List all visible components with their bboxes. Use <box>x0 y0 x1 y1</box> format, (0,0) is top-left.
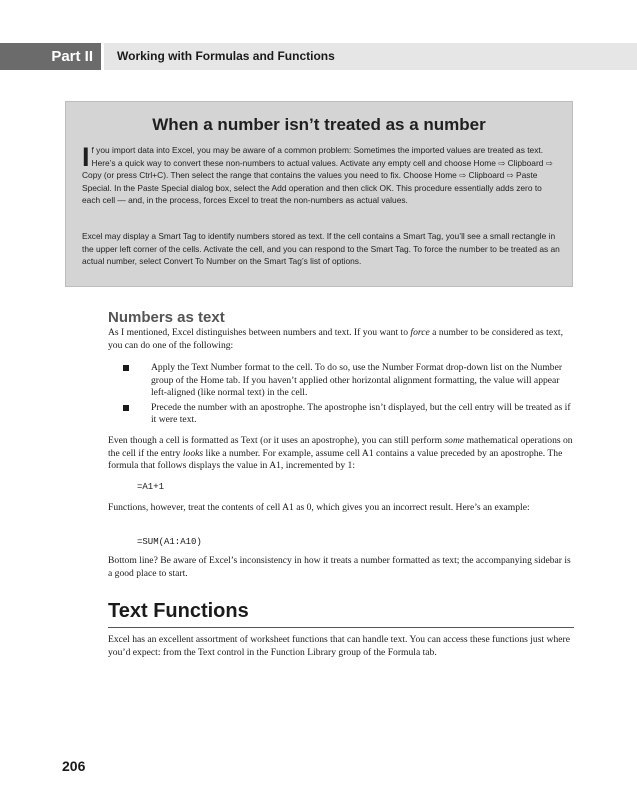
body-paragraph <box>108 435 574 473</box>
section-heading-numbers-as-text: Numbers as text <box>108 309 225 326</box>
section-heading-text-functions: Text Functions <box>108 600 249 622</box>
code-example-2: =SUM(A1:A10) <box>137 537 202 547</box>
sidebar-box <box>65 101 573 287</box>
heading-rule <box>108 627 574 628</box>
drop-cap: I <box>82 142 90 172</box>
list-item <box>108 362 574 400</box>
body-paragraph: Bottom line? Be aware of Excel’s inconsistency in how it treats a number formatted as text; the accompanying sidebar is a good place to start. <box>108 555 571 579</box>
body-paragraph: Functions, however, treat the contents of cell A1 as 0, which gives you an incorrect result. Here’s an example: <box>108 502 530 513</box>
emphasis-some: some <box>444 435 465 446</box>
bullet-text: Apply the Text Number format to the cell. To do so, use the Number Format drop-down list on the Number group of the Home tab. If you haven’t applied other horizontal alignment formatting, the value will appear left-aligned (like normal text) in the cell. <box>151 362 563 399</box>
chapter-title: Working with Formulas and Functions <box>104 43 637 70</box>
sidebar-paragraph-1 <box>82 144 560 207</box>
bullet-list <box>108 362 574 429</box>
body-paragraph <box>108 327 574 352</box>
sidebar-paragraph-2: Excel may display a Smart Tag to identify numbers stored as text. If the cell contains a Smart Tag, you’ll see a small rectangle in the upper left corner of the cells. Activate the cell, and you can respond to the Smart Tag. To force the number to be treated as an actual number, select Convert To Number on the Smart Tag’s list of options. <box>82 231 560 266</box>
sidebar-title: When a number isn’t treated as a number <box>152 115 486 134</box>
intro-text-end: a number to be considered as text, you can do one of the following: <box>108 327 563 351</box>
code-example-1: =A1+1 <box>137 482 165 492</box>
sidebar-paragraph-1-text: f you import data into Excel, you may be aware of a common problem: Sometimes the imported values are treated as text. Here’s a quick way to convert these non-numbers to actual values. Activate any empty cell and choose Home ⇨ Clipboard ⇨ Copy (or press Ctrl+C). Then select the range that contains the values you need to fix. Choose Home ⇨ Clipboard ⇨ Paste Special. In the Paste Special dialog box, select the Add operation and then click OK. This procedure essentially adds zero to each cell — and, in the process, forces Excel to treat the non-numbers as actual values. <box>82 145 553 205</box>
para-text: like a number. For example, assume cell A1 contains a value preceded by an apostrophe. The formula that follows displays the value in A1, incremented by 1: <box>108 447 563 472</box>
body-paragraph: Excel has an excellent assortment of worksheet functions that can handle text. You can access these functions just where you’d expect: from the Text control in the Function Library group of the Formula tab. <box>108 634 570 658</box>
bullet-square-icon <box>123 365 129 371</box>
list-item <box>108 402 574 427</box>
para-text: mathematical operations on the cell if the entry <box>108 435 573 459</box>
emphasis-force: force <box>410 327 430 338</box>
bullet-square-icon <box>123 405 129 411</box>
intro-text: As I mentioned, Excel distinguishes between numbers and text. If you want to <box>108 327 411 338</box>
running-header <box>0 43 637 70</box>
part-label: Part II <box>0 43 101 70</box>
para-text: Even though a cell is formatted as Text (or it uses an apostrophe), you can still perform <box>108 435 445 446</box>
bullet-text: Precede the number with an apostrophe. The apostrophe isn’t displayed, but the cell entry will be treated as if it were text. <box>151 401 571 426</box>
page-number: 206 <box>62 758 86 774</box>
emphasis-looks: looks <box>182 447 204 459</box>
